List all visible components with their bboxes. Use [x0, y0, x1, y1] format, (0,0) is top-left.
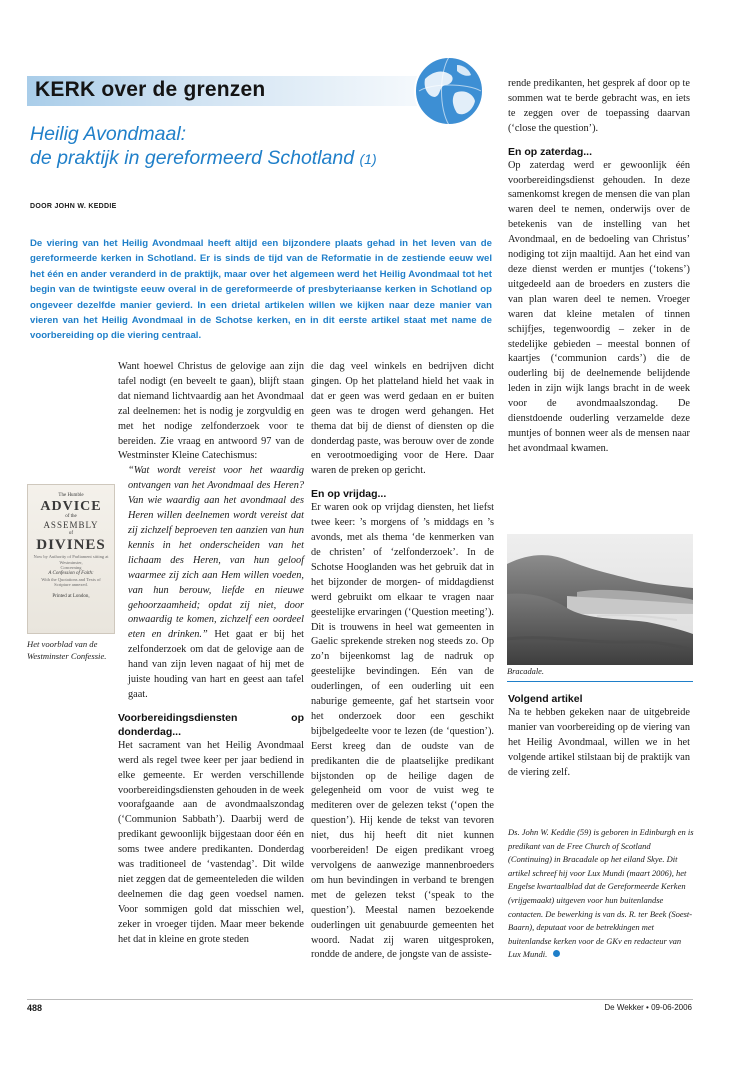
book-line: ASSEMBLY — [43, 520, 99, 530]
author-bio — [508, 826, 694, 962]
quote-continuation: Het gaat er bij het zelfonderzoek om dat de gelovige aan de hand van zijn leven nagaat of hij met de juiste houding van hart en geest aan tafel gaat. — [128, 629, 305, 700]
book-line: With the Quotations and Texts of Scripture annexed. — [41, 576, 101, 587]
photo-caption: Bracadale. — [507, 667, 544, 676]
paragraph: rende predikanten, het gesprek af door op te sommen wat te berde gebracht was, en iets te zeggen over de toepassing daarvan (‘close the question’). — [508, 78, 690, 134]
byline: DOOR JOHN W. KEDDIE — [30, 203, 117, 210]
column-2 — [311, 360, 494, 963]
paragraph: Op zaterdag werd er gewoonlijk één voorbereidingsdienst gehouden. In deze samenkomst kregen de mensen die van plan waren deel te nemen, onderwijs over de betekenis van de instelling van het Avondmaal, en de bedoeling van Christus’ nodiging tot zijn maaltijd. Aan het eind van deze dienst werden er muntjes (‘tokens’) uitgedeeld aan de broeders en zusters die van plan waren deel te nemen. Vroeger waren dat kleine metalen of tinnen schijfjes, tegenwoordig – zeker in de stedelijke gebieden – meestal bonnen of kaartjes (‘communion cards’) die de ouderling bij de deelnemende belijdende leden in zijn wijk langs bracht in de week voor de avondmaalszondag. De dienstdoende ouderling verzamelde deze muntjes of bonnen weer als de mensen naar het avondmaal kwamen. — [508, 159, 690, 454]
catechism-quote — [118, 464, 304, 703]
title-part: (1) — [359, 151, 377, 167]
column-3 — [508, 77, 690, 457]
book-line: A Confession of Faith: — [48, 570, 94, 576]
landscape-photo-image — [507, 534, 693, 665]
subheading: En op vrijdag... — [311, 488, 387, 501]
book-line: Concerning — [60, 565, 82, 570]
footer-divider — [27, 999, 693, 1000]
book-cover — [27, 484, 115, 634]
book-caption: Het voorblad van de Westminster Confessie. — [27, 639, 107, 661]
globe-icon — [411, 53, 487, 129]
book-line: of — [68, 531, 74, 536]
paragraph: Er waren ook op vrijdag diensten, het liefst twee keer: ’s morgens of ’s middags en ’s avonds, met als thema ‘de kenmerken van de christen’ of ‘zelfonderzoek’. In de Schotse Hooglanden was het gebruik dat in het bijzonder de morgen- of middagdienst werd gebruikt om elkaar te vragen naar geestelijke ervaringen (‘Question meeting’). Dit is trouwens in heel wat gemeenten in Gaelic sprekende streken nog steeds zo. Op zo’n bijeenkomst lag de nadruk op geestelijke bevindingen. Eén van de ouderlingen, of een ouderling uit een naburige gemeente, gaf het startsein voor het onderzoek door een geschikt bijbelgedeelte voor te lezen (de ‘question’). Eerst kreeg dan de oudste van de predikanten die de plaatselijke predikant bijstonden op de heilige dagen de gelegenheid om voor de vuist weg te mediteren over de gelezen tekst (‘open the question’). Hij kende de tekst van tevoren niet, dus hij heeft dit niet kunnen voorbereiden! De eigen predikant vroeg vervolgens de aanwezige mannenbroeders om hun bevindingen in verband te brengen met de gelezen tekst (‘speak to the question’). Meestal namen bezoekende ouderlingen uit genabuurde gemeenten het woord. Nadat zij waren uitgesproken, rondde de andere, de jongste van de assiste- — [311, 502, 494, 961]
title-line-1: Heilig Avondmaal: — [30, 123, 187, 145]
section-title: KERK over de grenzen — [35, 78, 266, 101]
publication-info: De Wekker • 09-06-2006 — [604, 1003, 692, 1012]
subheading: Volgend artikel — [508, 693, 583, 705]
author-bio-text: Ds. John W. Keddie (59) is geboren in Edinburgh en is predikant van de Free Church of Scotland (Continuing) in Bracadale op het eiland Skye. Dit artikel schreef hij voor Lux Mundi (maart 2006), het Engelse kwartaalblad dat de Gereformeerde Kerken (vrijgemaakt) uitgeven voor hun buitenlandse contacten. De bewerking is van ds. R. ter Beek (Soest-Baarn), deputaat voor de betrekkingen met buitenlandse kerken voor de GKv en redacteur van Lux Mundi. — [508, 827, 694, 960]
book-line: ADVICE — [40, 499, 102, 514]
title-line-2 — [30, 146, 500, 171]
paragraph: Na te hebben gekeken naar de uitgebreide manier van voorbereiding op de viering van het Heilig Avondmaal, willen we in het volgende artikel stilstaan bij de praktijk van de viering zelf. — [508, 707, 690, 778]
book-line: DIVINES — [36, 537, 106, 553]
subheading: Voorbereidingsdiensten op donderdag... — [118, 711, 304, 738]
book-line: The Humble — [58, 493, 84, 498]
book-line: of the — [65, 514, 77, 519]
book-line: Now by Authority of Parliament sitting at Westminster, — [33, 554, 109, 565]
paragraph: Want hoewel Christus de gelovige aan zijn tafel nodigt (en beveelt te gaan), blijft staan dat niemand lichtvaardig aan het Avondmaal zal deelnemen: het is nodig je zorgvuldig en met het nodige zelfonderzoek voor te bereiden. Zie vraag en antwoord 97 van de Westminster Kleine Catechismus: — [118, 361, 304, 462]
book-line: Printed at London, — [52, 593, 90, 599]
column-3-lower — [508, 692, 690, 781]
end-mark-icon — [553, 950, 560, 957]
title-line-2-text: de praktijk in gereformeerd Schotland — [30, 147, 355, 169]
paragraph: die dag veel winkels en bedrijven dicht gingen. Op het platteland hield het vaak in dat er geen was werd gedaan en er buiten geen was te drogen werd gehangen. Het thema dat bij de dienst of diensten op die donderdag paste, was berouw over de zonde en verootmoediging voor de Here. Daar waren de preken op gericht. — [311, 361, 494, 477]
article-title — [30, 122, 500, 171]
paragraph: Het sacrament van het Heilig Avondmaal werd als regel twee keer per jaar bediend in elke gemeente. Er werden verschillende voorbereidingsdiensten gehouden in de week voorafgaande aan de avondmaalszondag (‘Communion Sabbath’). Daarbij werd de predikant gewoonlijk bijgestaan door één en soms twee andere predikanten. Donderdag was traditioneel de ‘vastendag’. Dit wilde niet zeggen dat de gemeenteleden die wilden deelnemen die dag geen voedsel namen. Voor sommigen gold dat misschien wel, zeker in vroeger tijden. Maar meer bekende het dat in kleine en grote steden — [118, 739, 304, 945]
subheading: En op zaterdag... — [508, 145, 593, 158]
quote-text: “Wat wordt vereist voor het waardig ontvangen van het Avondmaal des Heren? Van wie waardig aan het avondmaal des Heren willen deelnemen wordt vereist dat zij zichzelf beproeven ten aanzien van hun kennis in het onderscheiden van het lichaam des Heren, van hun geloof waarmee zij zich aan Hem willen voeden, van hun berouw, liefde en nieuwe gehoorzaamheid; opdat zij niet, door onwaardig te komen, zichzelf een oordeel eten en drinken.” — [128, 465, 304, 641]
caption-divider — [507, 681, 693, 682]
landscape-photo — [507, 534, 693, 665]
intro-paragraph: De viering van het Heilig Avondmaal heeft altijd een bijzondere plaats gehad in het leven van de gereformeerde kerken in Schotland. Er is sinds de tijd van de Reformatie in de zestiende eeuw wel het één en ander veranderd in de praktijk, maar over het algemeen werd het Heilig Avondmaal tot het begin van de twintigste eeuw overal in de gereformeerde of presbyteriaanse kerken in Schotland op ongeveer dezelfde manier gevierd. In een drietal artikelen willen we kijken naar deze manier van vieren van het Heilig Avondmaal in de Schotse kerken, en in dit eerste artikel staat met name de voorbereiding op die viering centraal. — [30, 238, 492, 342]
column-1 — [118, 360, 304, 948]
page-number: 488 — [27, 1003, 43, 1013]
